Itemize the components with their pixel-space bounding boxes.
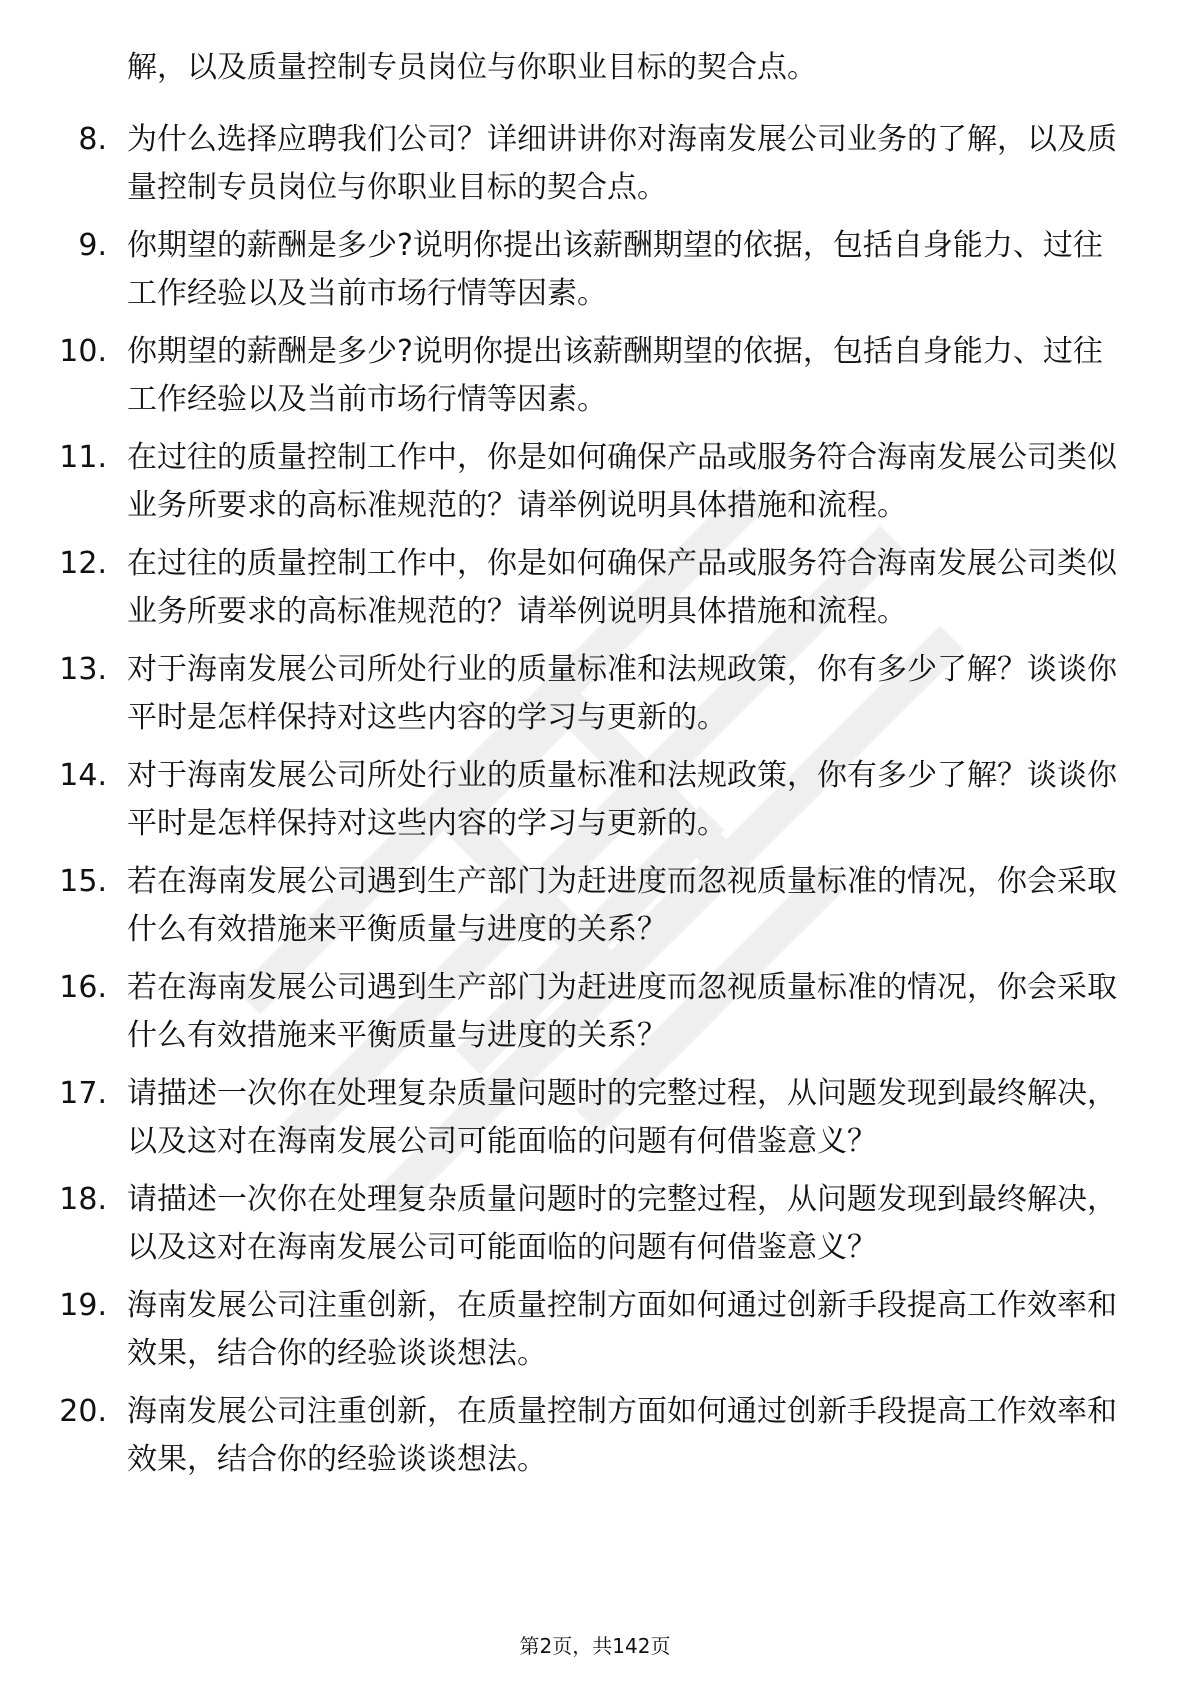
question-number: 12.: [59, 546, 107, 581]
question-text: 海南发展公司注重创新，在质量控制方面如何通过创新手段提高工作效率和效果，结合你的经验谈谈想法。: [127, 1288, 1117, 1371]
question-number: 13.: [59, 652, 107, 687]
list-item: [0, 1282, 1190, 1378]
question-number: 16.: [59, 970, 107, 1005]
question-text: 对于海南发展公司所处行业的质量标准和法规政策，你有多少了解？谈谈你平时是怎样保持对这些内容的学习与更新的。: [127, 758, 1117, 841]
list-item: [0, 964, 1190, 1060]
question-text: 你期望的薪酬是多少?说明你提出该薪酬期望的依据，包括自身能力、过往工作经验以及当前市场行情等因素。: [127, 334, 1103, 417]
list-item: [0, 222, 1190, 318]
question-number: 17.: [59, 1076, 107, 1111]
list-item: [0, 434, 1190, 530]
question-number: 18.: [59, 1182, 107, 1217]
question-text: 在过往的质量控制工作中，你是如何确保产品或服务符合海南发展公司类似业务所要求的高标准规范的？请举例说明具体措施和流程。: [127, 546, 1117, 629]
list-item: [0, 116, 1190, 212]
list-item: [0, 1388, 1190, 1484]
question-number: 20.: [59, 1394, 107, 1429]
question-number: 9.: [78, 228, 107, 263]
page-footer: 第2页，共142页: [519, 1634, 671, 1658]
question-text: 在过往的质量控制工作中，你是如何确保产品或服务符合海南发展公司类似业务所要求的高标准规范的？请举例说明具体措施和流程。: [127, 440, 1117, 523]
list-item: [0, 328, 1190, 424]
continued-question-text: 解，以及质量控制专员岗位与你职业目标的契合点。: [127, 50, 817, 85]
question-text: 你期望的薪酬是多少?说明你提出该薪酬期望的依据，包括自身能力、过往工作经验以及当前市场行情等因素。: [127, 228, 1103, 311]
question-list: [0, 116, 1190, 1494]
list-item: [0, 540, 1190, 636]
question-number: 11.: [59, 440, 107, 475]
question-number: 19.: [59, 1288, 107, 1323]
question-text: 请描述一次你在处理复杂质量问题时的完整过程，从问题发现到最终解决，以及这对在海南发展公司可能面临的问题有何借鉴意义？: [127, 1182, 1117, 1265]
question-text: 请描述一次你在处理复杂质量问题时的完整过程，从问题发现到最终解决，以及这对在海南发展公司可能面临的问题有何借鉴意义？: [127, 1076, 1117, 1159]
question-text: 若在海南发展公司遇到生产部门为赶进度而忽视质量标准的情况，你会采取什么有效措施来平衡质量与进度的关系？: [127, 864, 1117, 947]
question-number: 15.: [59, 864, 107, 899]
question-text: 为什么选择应聘我们公司？详细讲讲你对海南发展公司业务的了解，以及质量控制专员岗位与你职业目标的契合点。: [127, 122, 1117, 205]
list-item: [0, 752, 1190, 848]
list-item: [0, 1070, 1190, 1166]
question-number: 8.: [78, 122, 107, 157]
list-item: [0, 858, 1190, 954]
question-text: 对于海南发展公司所处行业的质量标准和法规政策，你有多少了解？谈谈你平时是怎样保持对这些内容的学习与更新的。: [127, 652, 1117, 735]
question-number: 14.: [59, 758, 107, 793]
question-text: 若在海南发展公司遇到生产部门为赶进度而忽视质量标准的情况，你会采取什么有效措施来平衡质量与进度的关系？: [127, 970, 1117, 1053]
question-number: 10.: [59, 334, 107, 369]
list-item: [0, 1176, 1190, 1272]
list-item: [0, 646, 1190, 742]
question-text: 海南发展公司注重创新，在质量控制方面如何通过创新手段提高工作效率和效果，结合你的经验谈谈想法。: [127, 1394, 1117, 1477]
